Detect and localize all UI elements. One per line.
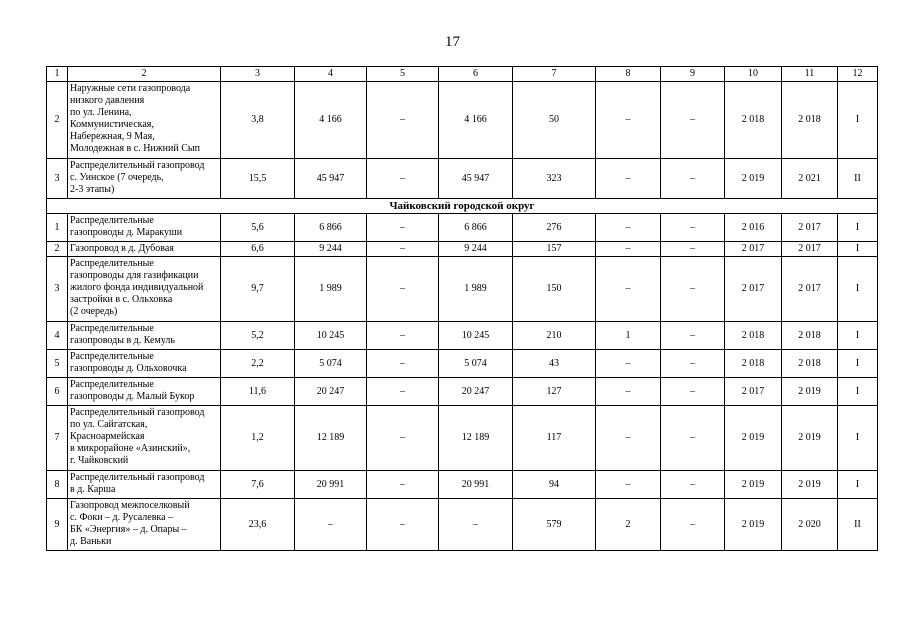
object-name-cell bbox=[68, 82, 221, 159]
value-cell-c5: – bbox=[367, 406, 439, 471]
object-name-line: в д. Карша bbox=[70, 484, 116, 495]
table-row bbox=[47, 322, 878, 350]
table-row bbox=[47, 378, 878, 406]
value-cell-c7: 94 bbox=[513, 471, 596, 499]
object-name-cell bbox=[68, 242, 221, 257]
object-name-line: Распределительный газопровод bbox=[70, 407, 205, 418]
value-cell-c8: – bbox=[596, 350, 661, 378]
value-cell-c10: 2 017 bbox=[725, 378, 782, 406]
value-cell-c6: 10 245 bbox=[439, 322, 513, 350]
value-cell-c4: 6 866 bbox=[295, 214, 367, 242]
object-name-line: Распределительный газопровод bbox=[70, 160, 205, 171]
value-cell-c7: 117 bbox=[513, 406, 596, 471]
table-row bbox=[47, 159, 878, 199]
value-cell-c4: 5 074 bbox=[295, 350, 367, 378]
value-cell-c6: 12 189 bbox=[439, 406, 513, 471]
value-cell-c8: – bbox=[596, 471, 661, 499]
value-cell-c10: 2 019 bbox=[725, 406, 782, 471]
object-name-line: газопроводы для газификации bbox=[70, 270, 199, 281]
value-cell-c5: – bbox=[367, 499, 439, 551]
value-cell-c8: – bbox=[596, 242, 661, 257]
row-number: 4 bbox=[47, 322, 68, 350]
value-cell-c10: 2 016 bbox=[725, 214, 782, 242]
value-cell-c7: 43 bbox=[513, 350, 596, 378]
object-name-line: Наружные сети газопровода bbox=[70, 83, 191, 94]
object-name-line: г. Чайковский bbox=[70, 455, 129, 466]
table-row bbox=[47, 471, 878, 499]
gas-pipeline-table bbox=[46, 66, 878, 551]
value-cell-c3: 1,2 bbox=[221, 406, 295, 471]
value-cell-c9: – bbox=[661, 378, 725, 406]
value-cell-c11: 2 020 bbox=[782, 499, 838, 551]
column-header: 3 bbox=[221, 67, 295, 82]
value-cell-c11: 2 021 bbox=[782, 159, 838, 199]
value-cell-c12: I bbox=[838, 82, 878, 159]
value-cell-c7: 276 bbox=[513, 214, 596, 242]
value-cell-c6: 45 947 bbox=[439, 159, 513, 199]
object-name-line: застройки в с. Ольховка bbox=[70, 294, 173, 305]
row-number: 9 bbox=[47, 499, 68, 551]
value-cell-c9: – bbox=[661, 214, 725, 242]
object-name-line: в микрорайоне «Азинский», bbox=[70, 443, 191, 454]
value-cell-c11: 2 019 bbox=[782, 378, 838, 406]
value-cell-c9: – bbox=[661, 406, 725, 471]
row-number: 8 bbox=[47, 471, 68, 499]
value-cell-c12: II bbox=[838, 499, 878, 551]
value-cell-c6: 20 991 bbox=[439, 471, 513, 499]
object-name-line: Распределительные bbox=[70, 258, 154, 269]
column-header: 9 bbox=[661, 67, 725, 82]
section-header-row bbox=[47, 199, 878, 214]
value-cell-c5: – bbox=[367, 471, 439, 499]
object-name-line: газопроводы в д. Кемуль bbox=[70, 335, 175, 346]
table-row bbox=[47, 214, 878, 242]
object-name-line: Газопровод в д. Дубовая bbox=[70, 243, 174, 254]
value-cell-c9: – bbox=[661, 159, 725, 199]
value-cell-c8: 2 bbox=[596, 499, 661, 551]
object-name-line: (2 очередь) bbox=[70, 306, 118, 317]
object-name-line: БК «Энергия» – д. Опары – bbox=[70, 524, 187, 535]
value-cell-c12: II bbox=[838, 159, 878, 199]
value-cell-c8: 1 bbox=[596, 322, 661, 350]
column-header: 10 bbox=[725, 67, 782, 82]
object-name-line: Распределительный газопровод bbox=[70, 472, 205, 483]
column-header: 12 bbox=[838, 67, 878, 82]
value-cell-c10: 2 017 bbox=[725, 242, 782, 257]
object-name-line: Распределительные bbox=[70, 215, 154, 226]
value-cell-c10: 2 019 bbox=[725, 471, 782, 499]
object-name-line: по ул. Ленина, bbox=[70, 107, 132, 118]
value-cell-c5: – bbox=[367, 257, 439, 322]
object-name-line: Набережная, 9 Мая, bbox=[70, 131, 155, 142]
value-cell-c6: 6 866 bbox=[439, 214, 513, 242]
value-cell-c3: 6,6 bbox=[221, 242, 295, 257]
value-cell-c11: 2 017 bbox=[782, 257, 838, 322]
value-cell-c11: 2 017 bbox=[782, 242, 838, 257]
object-name-cell bbox=[68, 406, 221, 471]
value-cell-c4: – bbox=[295, 499, 367, 551]
value-cell-c7: 579 bbox=[513, 499, 596, 551]
value-cell-c10: 2 019 bbox=[725, 499, 782, 551]
value-cell-c3: 15,5 bbox=[221, 159, 295, 199]
value-cell-c8: – bbox=[596, 214, 661, 242]
value-cell-c10: 2 018 bbox=[725, 350, 782, 378]
value-cell-c4: 20 247 bbox=[295, 378, 367, 406]
value-cell-c3: 11,6 bbox=[221, 378, 295, 406]
object-name-line: Газопровод межпоселковый bbox=[70, 500, 190, 511]
value-cell-c7: 210 bbox=[513, 322, 596, 350]
row-number: 2 bbox=[47, 82, 68, 159]
value-cell-c9: – bbox=[661, 499, 725, 551]
column-header: 11 bbox=[782, 67, 838, 82]
value-cell-c8: – bbox=[596, 406, 661, 471]
table-row bbox=[47, 257, 878, 322]
object-name-cell bbox=[68, 257, 221, 322]
table-row bbox=[47, 406, 878, 471]
value-cell-c7: 150 bbox=[513, 257, 596, 322]
object-name-line: газопроводы д. Маракуши bbox=[70, 227, 183, 238]
object-name-line: газопроводы д. Малый Букор bbox=[70, 391, 195, 402]
value-cell-c5: – bbox=[367, 242, 439, 257]
object-name-cell bbox=[68, 350, 221, 378]
value-cell-c3: 3,8 bbox=[221, 82, 295, 159]
value-cell-c3: 9,7 bbox=[221, 257, 295, 322]
value-cell-c10: 2 018 bbox=[725, 82, 782, 159]
column-header: 8 bbox=[596, 67, 661, 82]
value-cell-c7: 127 bbox=[513, 378, 596, 406]
object-name-line: Распределительные bbox=[70, 323, 154, 334]
value-cell-c4: 20 991 bbox=[295, 471, 367, 499]
value-cell-c12: I bbox=[838, 471, 878, 499]
row-number: 2 bbox=[47, 242, 68, 257]
row-number: 5 bbox=[47, 350, 68, 378]
value-cell-c10: 2 017 bbox=[725, 257, 782, 322]
value-cell-c11: 2 017 bbox=[782, 214, 838, 242]
value-cell-c11: 2 018 bbox=[782, 82, 838, 159]
object-name-line: низкого давления bbox=[70, 95, 145, 106]
value-cell-c3: 23,6 bbox=[221, 499, 295, 551]
value-cell-c6: 5 074 bbox=[439, 350, 513, 378]
object-name-line: Красноармейская bbox=[70, 431, 145, 442]
value-cell-c4: 1 989 bbox=[295, 257, 367, 322]
table-row bbox=[47, 499, 878, 551]
object-name-line: Молодежная в с. Нижний Сып bbox=[70, 143, 200, 154]
value-cell-c6: – bbox=[439, 499, 513, 551]
value-cell-c4: 9 244 bbox=[295, 242, 367, 257]
column-header: 4 bbox=[295, 67, 367, 82]
section-title: Чайковский городской округ bbox=[47, 199, 878, 214]
value-cell-c10: 2 019 bbox=[725, 159, 782, 199]
value-cell-c6: 4 166 bbox=[439, 82, 513, 159]
object-name-line: д. Ваньки bbox=[70, 536, 112, 547]
value-cell-c12: I bbox=[838, 378, 878, 406]
value-cell-c8: – bbox=[596, 159, 661, 199]
value-cell-c11: 2 018 bbox=[782, 322, 838, 350]
value-cell-c3: 2,2 bbox=[221, 350, 295, 378]
value-cell-c12: I bbox=[838, 350, 878, 378]
value-cell-c7: 157 bbox=[513, 242, 596, 257]
value-cell-c4: 10 245 bbox=[295, 322, 367, 350]
object-name-line: с. Фоки – д. Русалевка – bbox=[70, 512, 174, 523]
object-name-cell bbox=[68, 471, 221, 499]
value-cell-c12: I bbox=[838, 214, 878, 242]
table-row bbox=[47, 242, 878, 257]
object-name-line: Коммунистическая, bbox=[70, 119, 154, 130]
object-name-line: Распределительные bbox=[70, 351, 154, 362]
column-header: 1 bbox=[47, 67, 68, 82]
object-name-line: жилого фонда индивидуальной bbox=[70, 282, 204, 293]
value-cell-c4: 4 166 bbox=[295, 82, 367, 159]
value-cell-c4: 12 189 bbox=[295, 406, 367, 471]
value-cell-c3: 5,2 bbox=[221, 322, 295, 350]
value-cell-c12: I bbox=[838, 322, 878, 350]
value-cell-c9: – bbox=[661, 242, 725, 257]
value-cell-c9: – bbox=[661, 471, 725, 499]
object-name-line: 2-3 этапы) bbox=[70, 184, 115, 195]
value-cell-c3: 7,6 bbox=[221, 471, 295, 499]
object-name-line: Распределительные bbox=[70, 379, 154, 390]
value-cell-c9: – bbox=[661, 322, 725, 350]
value-cell-c11: 2 018 bbox=[782, 350, 838, 378]
value-cell-c5: – bbox=[367, 322, 439, 350]
row-number: 1 bbox=[47, 214, 68, 242]
value-cell-c11: 2 019 bbox=[782, 406, 838, 471]
object-name-cell bbox=[68, 322, 221, 350]
row-number: 3 bbox=[47, 257, 68, 322]
object-name-cell bbox=[68, 159, 221, 199]
value-cell-c12: I bbox=[838, 257, 878, 322]
object-name-cell bbox=[68, 214, 221, 242]
column-header: 2 bbox=[68, 67, 221, 82]
object-name-line: газопроводы д. Ольховочка bbox=[70, 363, 187, 374]
column-header: 6 bbox=[439, 67, 513, 82]
value-cell-c7: 323 bbox=[513, 159, 596, 199]
value-cell-c7: 50 bbox=[513, 82, 596, 159]
column-number-row bbox=[47, 67, 878, 82]
value-cell-c4: 45 947 bbox=[295, 159, 367, 199]
row-number: 7 bbox=[47, 406, 68, 471]
value-cell-c8: – bbox=[596, 378, 661, 406]
value-cell-c9: – bbox=[661, 257, 725, 322]
value-cell-c11: 2 019 bbox=[782, 471, 838, 499]
value-cell-c9: – bbox=[661, 82, 725, 159]
row-number: 3 bbox=[47, 159, 68, 199]
column-header: 5 bbox=[367, 67, 439, 82]
value-cell-c8: – bbox=[596, 257, 661, 322]
value-cell-c5: – bbox=[367, 159, 439, 199]
column-header: 7 bbox=[513, 67, 596, 82]
object-name-line: по ул. Сайгатская, bbox=[70, 419, 148, 430]
value-cell-c12: I bbox=[838, 242, 878, 257]
object-name-cell bbox=[68, 378, 221, 406]
value-cell-c6: 9 244 bbox=[439, 242, 513, 257]
value-cell-c6: 20 247 bbox=[439, 378, 513, 406]
value-cell-c5: – bbox=[367, 378, 439, 406]
table-row bbox=[47, 350, 878, 378]
page-number: 17 bbox=[445, 34, 460, 50]
value-cell-c5: – bbox=[367, 82, 439, 159]
value-cell-c10: 2 018 bbox=[725, 322, 782, 350]
row-number: 6 bbox=[47, 378, 68, 406]
value-cell-c6: 1 989 bbox=[439, 257, 513, 322]
value-cell-c5: – bbox=[367, 350, 439, 378]
value-cell-c3: 5,6 bbox=[221, 214, 295, 242]
value-cell-c5: – bbox=[367, 214, 439, 242]
value-cell-c8: – bbox=[596, 82, 661, 159]
value-cell-c12: I bbox=[838, 406, 878, 471]
object-name-cell bbox=[68, 499, 221, 551]
value-cell-c9: – bbox=[661, 350, 725, 378]
object-name-line: с. Уинское (7 очередь, bbox=[70, 172, 164, 183]
table-row bbox=[47, 82, 878, 159]
